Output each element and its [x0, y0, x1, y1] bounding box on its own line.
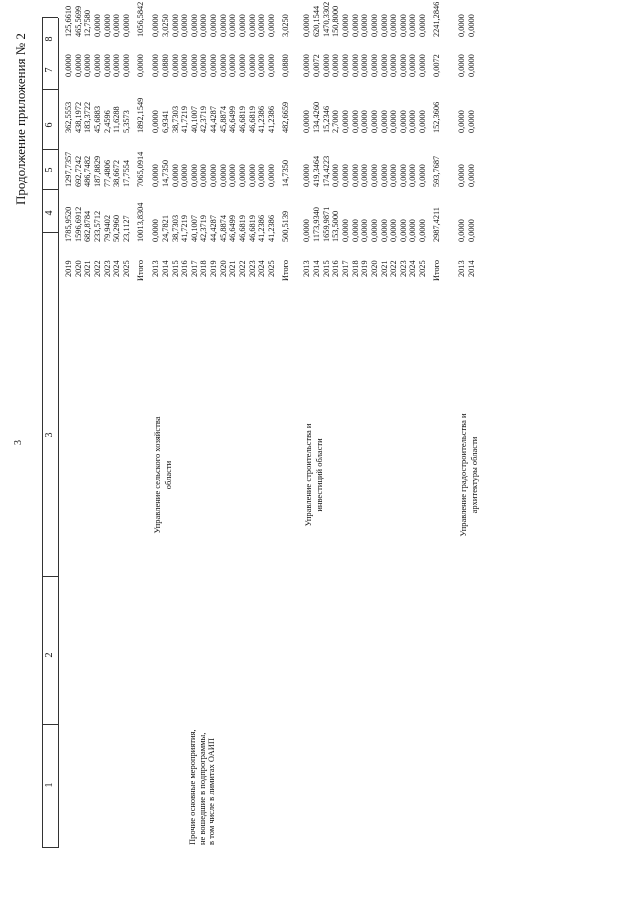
value-cell: 0,0000 — [340, 54, 350, 77]
value-cell: 0,0000 — [151, 54, 161, 77]
column-divider — [42, 149, 58, 150]
value-cell: 14,7350 — [280, 160, 290, 187]
value-cell: 0,0000 — [331, 54, 341, 77]
value-cell: 0,0000 — [360, 14, 370, 37]
value-cell: 0,0000 — [379, 164, 389, 187]
column-divider — [42, 232, 58, 233]
value-cell: 44,4287 — [209, 215, 219, 242]
value-cell: 0,0000 — [398, 14, 408, 37]
column-number: 1 — [44, 782, 55, 788]
value-cell: 0,0000 — [418, 54, 428, 77]
executor-label-line: архитектуры области — [468, 436, 479, 514]
value-cell: 46,6819 — [238, 215, 248, 242]
value-cell: 42,3719 — [199, 106, 209, 133]
year-cell: 2021 — [379, 260, 389, 277]
year-cell: 2023 — [102, 260, 112, 277]
value-cell: 3,0250 — [160, 14, 170, 37]
value-cell: 482,6659 — [280, 101, 290, 133]
year-cell: 2021 — [83, 260, 93, 277]
value-cell: 46,6819 — [247, 215, 257, 242]
column-divider — [42, 89, 58, 90]
value-cell: 0,0000 — [267, 54, 276, 77]
column-number: 7 — [44, 67, 55, 73]
value-cell: 0,0000 — [379, 110, 389, 133]
value-cell: 0,0000 — [398, 54, 408, 77]
year-cell: 2017 — [340, 260, 350, 277]
value-cell: 0,0000 — [369, 164, 379, 187]
year-cell: 2015 — [170, 260, 180, 277]
value-cell: 0,0000 — [457, 164, 467, 187]
value-cell: 0,0000 — [180, 164, 190, 187]
value-cell: 0,0000 — [247, 164, 257, 187]
executor-label-line: Управление градостроительства и — [458, 413, 469, 537]
value-cell: 17,7554 — [121, 160, 131, 187]
value-cell: 50,2960 — [112, 215, 122, 242]
value-cell: 0,0000 — [331, 164, 341, 187]
value-cell: 0,0000 — [408, 54, 418, 77]
value-cell: 0,0000 — [408, 110, 418, 133]
year-cell: 2016 — [331, 260, 341, 277]
value-cell: 0,0000 — [467, 219, 477, 242]
value-cell: 0,0000 — [199, 14, 209, 37]
value-cell: 1659,9871 — [321, 206, 331, 242]
value-cell: 40,1007 — [189, 215, 199, 242]
value-cell: 0,0000 — [180, 14, 190, 37]
column-divider — [42, 724, 58, 725]
value-cell: 0,0000 — [467, 14, 477, 37]
value-cell: 0,0000 — [369, 14, 379, 37]
value-cell: 0,0000 — [340, 219, 350, 242]
value-cell: 12,7580 — [83, 10, 93, 37]
value-cell: 0,0000 — [369, 219, 379, 242]
value-cell: 0,0000 — [321, 54, 331, 77]
year-cell: 2018 — [350, 260, 360, 277]
value-cell: 38,7303 — [170, 106, 180, 133]
value-cell: 0,0000 — [247, 14, 257, 37]
value-cell: 77,4806 — [102, 160, 112, 187]
value-cell: 0,0000 — [379, 54, 389, 77]
column-number: 2 — [44, 652, 55, 658]
value-cell: 0,0000 — [247, 54, 257, 77]
value-cell: 0,0000 — [170, 164, 180, 187]
value-cell: 41,2386 — [257, 215, 267, 242]
value-cell: 620,1544 — [311, 5, 321, 37]
column-number: 8 — [44, 36, 55, 42]
column-divider — [42, 576, 58, 577]
value-cell: 0,0000 — [112, 54, 122, 77]
year-cell: 2024 — [112, 260, 122, 277]
year-cell: 2013 — [302, 260, 312, 277]
value-cell: 150,8000 — [331, 5, 341, 37]
value-cell: 0,0000 — [199, 54, 209, 77]
value-cell: 500,5139 — [280, 210, 290, 242]
value-cell: 0,0000 — [170, 54, 180, 77]
value-cell: 682,8784 — [83, 210, 93, 242]
value-cell: 0,0000 — [83, 54, 93, 77]
value-cell: 46,6499 — [228, 106, 238, 133]
year-cell: 2018 — [199, 260, 209, 277]
year-cell: 2013 — [151, 260, 161, 277]
value-cell: 0,0000 — [389, 164, 399, 187]
value-cell: 0,0000 — [151, 110, 161, 133]
value-cell: 2241,2846 — [431, 1, 441, 37]
column-number: 6 — [44, 122, 55, 128]
value-cell: 0,0000 — [350, 219, 360, 242]
value-cell: 0,0000 — [369, 110, 379, 133]
program-name-line: Прочие основные мероприятия, — [187, 729, 197, 845]
value-cell: 1785,9520 — [64, 206, 73, 242]
program-name-line: в том числе в лимитах ОАИП — [206, 737, 217, 845]
value-cell: 183,3722 — [83, 101, 93, 133]
value-cell: 125,6610 — [64, 5, 73, 37]
column-number: 4 — [44, 210, 55, 216]
value-cell: 0,0000 — [418, 164, 428, 187]
value-cell: 45,8874 — [218, 106, 228, 133]
value-cell: 0,0000 — [257, 14, 267, 37]
value-cell: 0,0000 — [302, 14, 312, 37]
year-cell: 2019 — [360, 260, 370, 277]
executor-label — [458, 375, 479, 575]
executor-label — [303, 375, 324, 575]
value-cell: 0,0000 — [340, 164, 350, 187]
value-cell: 5,3573 — [121, 110, 131, 133]
year-cell: 2015 — [321, 260, 331, 277]
value-cell: 0,0000 — [199, 164, 209, 187]
year-cell: 2024 — [408, 260, 418, 277]
value-cell: 0,0000 — [151, 14, 161, 37]
value-cell: 0,0000 — [189, 14, 199, 37]
year-cell: 2013 — [457, 260, 467, 277]
value-cell: 0,0000 — [102, 54, 112, 77]
value-cell: 0,0000 — [389, 219, 399, 242]
value-cell: 0,0000 — [121, 14, 131, 37]
column-number: 3 — [44, 432, 55, 438]
value-cell: 0,0000 — [189, 164, 199, 187]
value-cell: 41,7219 — [180, 106, 190, 133]
year-cell: 2024 — [257, 260, 267, 277]
year-cell: 2022 — [92, 260, 102, 277]
value-cell: 0,0000 — [209, 164, 219, 187]
year-cell: 2020 — [73, 260, 83, 277]
value-cell: 0,0000 — [360, 54, 370, 77]
column-divider — [42, 17, 58, 18]
year-cell: 2019 — [64, 260, 73, 277]
executor-label — [152, 375, 173, 575]
value-cell: 0,0000 — [112, 14, 122, 37]
value-cell: 0,0000 — [151, 219, 161, 242]
value-cell: 40,1007 — [189, 106, 199, 133]
value-cell: 46,6819 — [238, 106, 248, 133]
value-cell: 0,0000 — [218, 54, 228, 77]
program-name — [188, 729, 217, 845]
value-cell: 0,0000 — [92, 14, 102, 37]
value-cell: 0,0000 — [267, 14, 276, 37]
value-cell: 0,0000 — [121, 54, 131, 77]
year-cell: 2025 — [121, 260, 131, 277]
value-cell: 0,0000 — [457, 219, 467, 242]
value-cell: 38,7303 — [170, 215, 180, 242]
value-cell: 0,0000 — [238, 14, 248, 37]
value-cell: 187,8829 — [92, 155, 102, 187]
value-cell: 233,5712 — [92, 210, 102, 242]
value-cell: 0,0000 — [398, 219, 408, 242]
value-cell: 45,6883 — [92, 106, 102, 133]
program-name-line: не вошедшие в подпрограммы, — [196, 732, 207, 845]
value-cell: 42,3719 — [199, 215, 209, 242]
year-cell: 2017 — [189, 260, 199, 277]
value-cell: 23,1127 — [121, 215, 131, 242]
value-cell: 10013,8304 — [135, 202, 145, 242]
value-cell: 0,0000 — [389, 14, 399, 37]
section-number: 3 — [13, 440, 24, 445]
value-cell: 0,0000 — [257, 164, 267, 187]
value-cell: 0,0000 — [135, 54, 145, 77]
column-number: 5 — [44, 167, 55, 173]
value-cell: 11,6288 — [112, 106, 122, 133]
value-cell: 0,0000 — [360, 164, 370, 187]
value-cell: 0,0000 — [418, 110, 428, 133]
value-cell: 419,3464 — [311, 155, 321, 187]
value-cell: 174,4223 — [321, 155, 331, 187]
value-cell: 0,0000 — [418, 14, 428, 37]
year-cell: Итого — [135, 259, 145, 281]
value-cell: 0,0000 — [350, 164, 360, 187]
year-cell: 2016 — [180, 260, 190, 277]
value-cell: 41,2386 — [257, 106, 267, 133]
value-cell: 0,0000 — [267, 164, 276, 187]
value-cell: 134,4260 — [311, 101, 321, 133]
value-cell: 46,6819 — [247, 106, 257, 133]
page-caption: Продолжение приложения № 2 — [13, 33, 28, 205]
value-cell: 45,8874 — [218, 215, 228, 242]
value-cell: 153,5000 — [331, 210, 341, 242]
value-cell: 0,0000 — [408, 219, 418, 242]
value-cell: 41,2386 — [267, 215, 276, 242]
value-cell: 14,7350 — [160, 160, 170, 187]
value-cell: 0,0000 — [218, 14, 228, 37]
value-cell: 0,0000 — [457, 14, 467, 37]
value-cell: 44,4287 — [209, 106, 219, 133]
executor-label-line: Управление сельского хозяйства — [152, 416, 163, 534]
value-cell: 465,5699 — [73, 5, 83, 37]
value-cell: 0,0000 — [457, 110, 467, 133]
value-cell: 79,9402 — [102, 215, 112, 242]
value-cell: 0,0000 — [360, 219, 370, 242]
value-cell: 15,2346 — [321, 106, 331, 133]
value-cell: 2,7000 — [331, 110, 341, 133]
value-cell: 0,0000 — [389, 54, 399, 77]
executor-label-line: инвестиций области — [313, 438, 324, 512]
year-cell: 2020 — [369, 260, 379, 277]
value-cell: 0,0000 — [389, 110, 399, 133]
value-cell: 0,0000 — [228, 14, 238, 37]
value-cell: 0,0000 — [180, 54, 190, 77]
value-cell: 41,2386 — [267, 106, 276, 133]
value-cell: 0,0000 — [360, 110, 370, 133]
value-cell: 46,6499 — [228, 215, 238, 242]
year-cell: 2014 — [160, 260, 170, 277]
value-cell: 41,7219 — [180, 215, 190, 242]
value-cell: 1173,9340 — [311, 207, 321, 242]
value-cell: 362,5553 — [64, 101, 73, 133]
value-cell: 0,0000 — [408, 164, 418, 187]
value-cell: 0,0000 — [340, 110, 350, 133]
value-cell: 1470,3302 — [321, 1, 331, 37]
value-cell: 0,0000 — [457, 54, 467, 77]
year-cell: 2023 — [398, 260, 408, 277]
value-cell: 0,0072 — [311, 54, 321, 77]
year-cell: 2014 — [311, 260, 321, 277]
value-cell: 692,7242 — [73, 155, 83, 187]
value-cell: 0,0072 — [431, 54, 441, 77]
value-cell: 0,0000 — [302, 110, 312, 133]
value-cell: 0,0000 — [350, 14, 360, 37]
year-cell: 2019 — [209, 260, 219, 277]
value-cell: 38,6672 — [112, 160, 122, 187]
value-cell: 0,0880 — [280, 54, 290, 77]
value-cell: 0,0000 — [350, 54, 360, 77]
year-cell: 2020 — [218, 260, 228, 277]
value-cell: 0,0000 — [302, 164, 312, 187]
value-cell: 0,0000 — [467, 164, 477, 187]
year-cell: 2025 — [267, 260, 276, 277]
value-cell: 0,0000 — [302, 54, 312, 77]
value-cell: 0,0000 — [467, 54, 477, 77]
value-cell: 0,0000 — [418, 219, 428, 242]
value-cell: 0,0000 — [218, 164, 228, 187]
value-cell: 0,0000 — [398, 164, 408, 187]
value-cell: 0,0000 — [189, 54, 199, 77]
value-cell: 0,0880 — [160, 54, 170, 77]
value-cell: 0,0000 — [102, 14, 112, 37]
value-cell: 0,0000 — [379, 219, 389, 242]
year-cell: 2023 — [247, 260, 257, 277]
value-cell: 0,0000 — [170, 14, 180, 37]
value-cell: 0,0000 — [398, 110, 408, 133]
year-cell: 2025 — [418, 260, 428, 277]
value-cell: 1596,6912 — [73, 206, 83, 242]
value-cell: 152,3606 — [431, 101, 441, 133]
value-cell: 0,0000 — [408, 14, 418, 37]
value-cell: 2,4596 — [102, 110, 112, 133]
column-divider — [42, 847, 58, 848]
year-cell: 2022 — [238, 260, 248, 277]
value-cell: 0,0000 — [209, 14, 219, 37]
value-cell: 0,0000 — [209, 54, 219, 77]
executor-label-line: области — [162, 460, 173, 490]
year-cell: Итого — [280, 259, 290, 281]
year-cell: Итого — [431, 259, 441, 281]
column-divider — [42, 189, 58, 190]
value-cell: 0,0000 — [73, 54, 83, 77]
year-cell: 2014 — [467, 260, 477, 277]
value-cell: 24,7821 — [160, 215, 170, 242]
value-cell: 0,0000 — [369, 54, 379, 77]
value-cell: 3,0250 — [280, 14, 290, 37]
value-cell: 0,0000 — [257, 54, 267, 77]
table-header-bottom-border — [58, 18, 59, 848]
value-cell: 0,0000 — [228, 164, 238, 187]
year-cell: 2021 — [228, 260, 238, 277]
value-cell: 7065,0914 — [135, 151, 145, 187]
value-cell: 0,0000 — [350, 110, 360, 133]
executor-label-line: Управление строительства и — [303, 423, 314, 527]
year-cell: 2022 — [389, 260, 399, 277]
value-cell: 0,0000 — [302, 219, 312, 242]
value-cell: 0,0000 — [151, 164, 161, 187]
value-cell: 593,7687 — [431, 155, 441, 187]
value-cell: 0,0000 — [467, 110, 477, 133]
value-cell: 0,0000 — [340, 14, 350, 37]
value-cell: 2987,4211 — [431, 207, 441, 242]
value-cell: 1056,5842 — [135, 1, 145, 37]
value-cell: 438,1972 — [73, 101, 83, 133]
value-cell: 0,0000 — [92, 54, 102, 77]
value-cell: 1297,7357 — [64, 151, 73, 187]
value-cell: 0,0000 — [228, 54, 238, 77]
value-cell: 0,0000 — [64, 54, 73, 77]
value-cell: 0,0000 — [238, 164, 248, 187]
value-cell: 6,9341 — [160, 110, 170, 133]
value-cell: 486,7482 — [83, 155, 93, 187]
value-cell: 0,0000 — [379, 14, 389, 37]
value-cell: 0,0000 — [238, 54, 248, 77]
value-cell: 1892,1549 — [135, 97, 145, 133]
